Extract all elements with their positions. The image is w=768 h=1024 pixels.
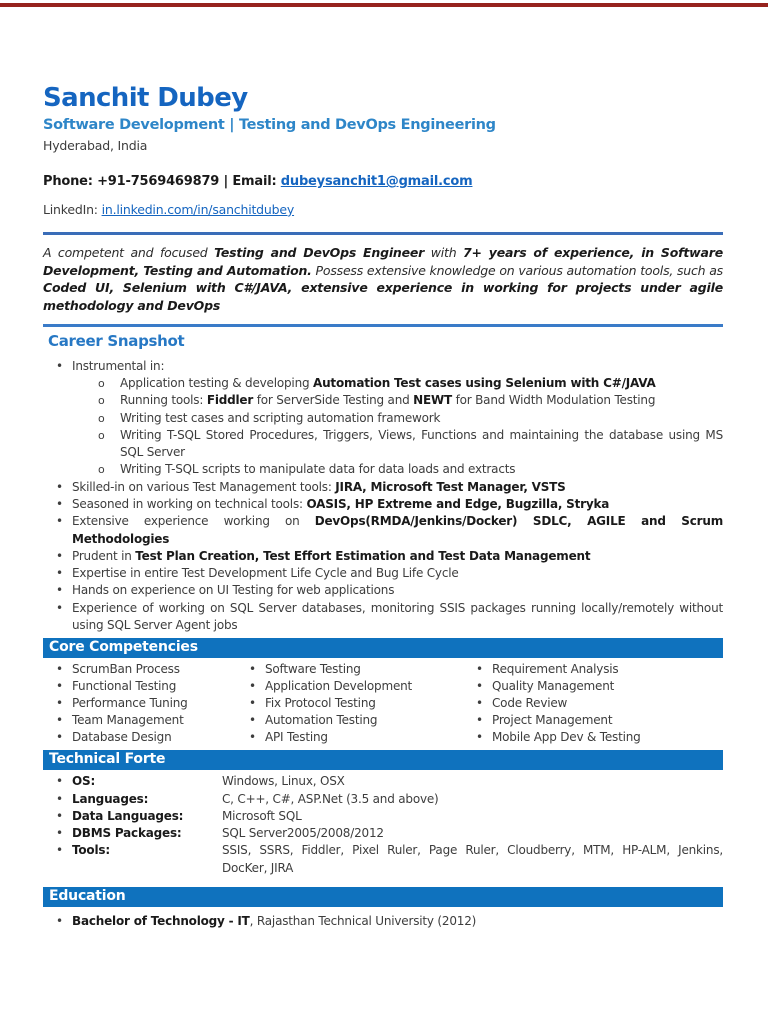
career-bullet: • Skilled-in on various Test Management tools: JIRA, Microsoft Test Manager, VSTS xyxy=(43,479,723,496)
career-bullet: • Seasoned in working on technical tools: OASIS, HP Extreme and Edge, Bugzilla, Stryka xyxy=(43,496,723,513)
competency-item: • Performance Tuning xyxy=(55,695,248,712)
education-banner: Education xyxy=(43,887,723,907)
competency-item: • Quality Management xyxy=(475,678,723,695)
competency-item: • ScrumBan Process xyxy=(55,661,248,678)
forte-row xyxy=(43,842,723,877)
competency-item: • API Testing xyxy=(248,729,475,746)
career-sub-bullet: o Running tools: Fiddler for ServerSide Testing and NEWT for Band Width Modulation Testing xyxy=(43,392,723,409)
forte-row xyxy=(43,825,723,842)
top-red-bar xyxy=(0,3,768,7)
forte-label: • Tools: xyxy=(72,843,110,858)
career-bullet: • Experience of working on SQL Server databases, monitoring SSIS packages running locally/remotely without using SQL Server Agent jobs xyxy=(43,600,723,635)
contact-line xyxy=(43,174,723,189)
forte-row xyxy=(43,791,723,808)
career-sub-bullet: o Writing T-SQL scripts to manipulate data for data loads and extracts xyxy=(43,461,723,478)
forte-label: • OS: xyxy=(72,774,96,789)
core-competencies-banner: Core Competencies xyxy=(43,638,723,658)
competency-item: • Mobile App Dev & Testing xyxy=(475,729,723,746)
career-bullet-list xyxy=(43,358,723,634)
technical-forte-banner: Technical Forte xyxy=(43,750,723,770)
technical-forte-list xyxy=(43,773,723,877)
education-item: • Bachelor of Technology - IT, Rajasthan Technical University (2012) xyxy=(43,913,723,930)
career-bullet: • Extensive experience working on DevOps(RMDA/Jenkins/Docker) SDLC, AGILE and Scrum Methodologies xyxy=(43,513,723,548)
competency-item: • Fix Protocol Testing xyxy=(248,695,475,712)
career-sub-bullet: o Writing T-SQL Stored Procedures, Triggers, Views, Functions and maintaining the database using MS SQL Server xyxy=(43,427,723,462)
candidate-name: Sanchit Dubey xyxy=(43,83,248,113)
candidate-location: Hyderabad, India xyxy=(43,137,148,153)
forte-label: • Languages: xyxy=(72,791,149,806)
career-bullet: • Hands on experience on UI Testing for web applications xyxy=(43,582,723,599)
forte-value: Microsoft SQL xyxy=(222,808,302,823)
competency-item: • Team Management xyxy=(55,712,248,729)
competencies-columns xyxy=(55,661,723,746)
linkedin-line xyxy=(43,202,723,217)
competency-item: • Project Management xyxy=(475,712,723,729)
linkedin-link[interactable]: in.linkedin.com/in/sanchitdubey xyxy=(101,201,295,217)
competency-item: • Database Design xyxy=(55,729,248,746)
career-sub-bullet: o Writing test cases and scripting automation framework xyxy=(43,410,723,427)
divider-rule xyxy=(43,232,723,235)
competency-column xyxy=(55,661,248,746)
summary-paragraph: A competent and focused Testing and DevOps Engineer with 7+ years of experience, in Software Development, Testing and Automation. Possess extensive knowledge on various automation tools, such as Coded UI, Selenium with C#/JAVA, extensive experience in working for projects under agile methodology and DevOps xyxy=(43,244,723,314)
competency-item: • Software Testing xyxy=(248,661,475,678)
candidate-title: Software Development | Testing and DevOps Engineering xyxy=(43,116,496,133)
career-bullet: • Expertise in entire Test Development Life Cycle and Bug Life Cycle xyxy=(43,565,723,582)
linkedin-label: LinkedIn: xyxy=(43,201,102,217)
competency-item: • Application Development xyxy=(248,678,475,695)
competency-column xyxy=(248,661,475,746)
competency-item: • Requirement Analysis xyxy=(475,661,723,678)
competency-item: • Automation Testing xyxy=(248,712,475,729)
forte-label: • DBMS Packages: xyxy=(72,826,182,841)
forte-row xyxy=(43,808,723,825)
forte-row xyxy=(43,773,723,790)
competency-column xyxy=(475,661,723,746)
career-bullet: • Prudent in Test Plan Creation, Test Effort Estimation and Test Data Management xyxy=(43,548,723,565)
forte-value: Windows, Linux, OSX xyxy=(222,774,345,789)
competency-item: • Code Review xyxy=(475,695,723,712)
forte-label: • Data Languages: xyxy=(72,808,184,823)
phone-email-text: Phone: +91-7569469879 | Email: xyxy=(43,173,281,189)
career-bullet: • Instrumental in: xyxy=(43,358,723,375)
competency-item: • Functional Testing xyxy=(55,678,248,695)
career-snapshot-heading: Career Snapshot xyxy=(43,324,723,350)
email-link[interactable]: dubeysanchit1@gmail.com xyxy=(280,173,473,189)
career-sub-bullet: o Application testing & developing Automation Test cases using Selenium with C#/JAVA xyxy=(43,375,723,392)
forte-value: SQL Server2005/2008/2012 xyxy=(222,826,384,841)
forte-value: SSIS, SSRS, Fiddler, Pixel Ruler, Page Ruler, Cloudberry, MTM, HP-ALM, Jenkins, DocKer, JIRA xyxy=(222,843,723,875)
forte-value: C, C++, C#, ASP.Net (3.5 and above) xyxy=(222,791,439,806)
